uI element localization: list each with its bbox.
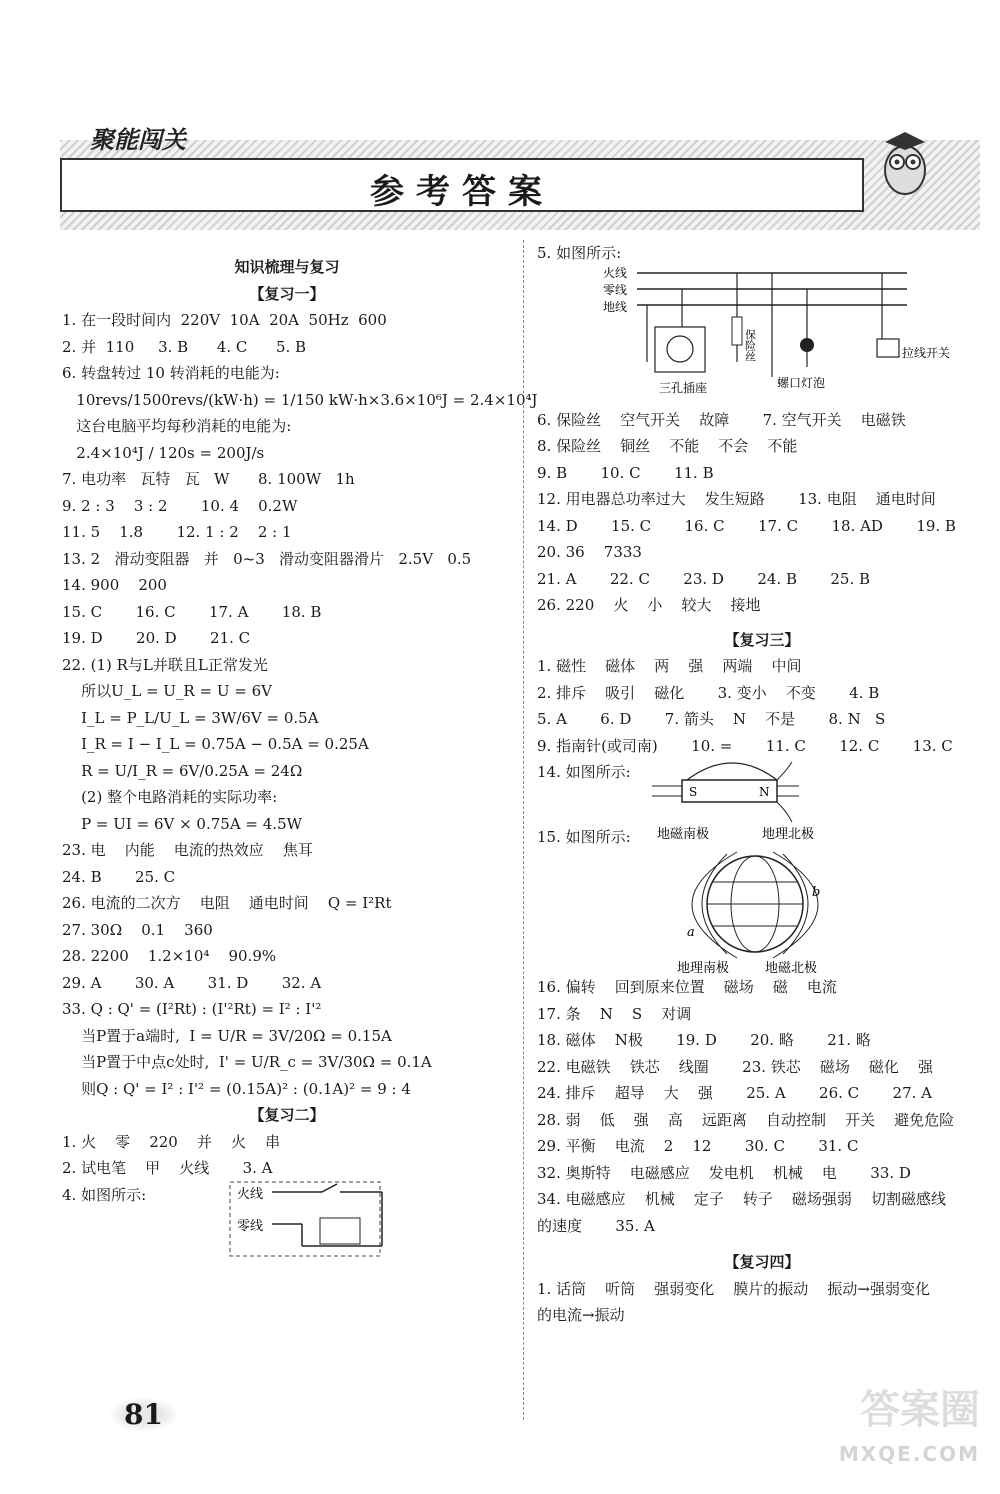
fig5-neutral-label: 零线 [603,282,628,297]
answer-line: 16. 偏转 回到原来位置 磁场 磁 电流 [537,978,837,996]
answer-line: 这台电脑平均每秒消耗的电能为: [62,417,292,435]
fig15-a-label: a [687,925,695,940]
column-divider [523,240,524,1420]
answer-line: 10revs/1500revs/(kW·h) = 1/150 kW·h×3.6×10⁶J = 2.4×10⁴J [62,390,538,409]
owl-mascot-icon [870,120,940,200]
fig5-socket-label: 三孔插座 [659,380,708,395]
answer-line: 21. A 22. C 23. D 24. B 25. B [537,569,871,588]
review3-heading: 【复习三】 [724,630,800,649]
figure-14-bar-magnet [537,760,987,824]
answer-line: 15. C 16. C 17. A 18. B [62,602,322,621]
answer-line: 24. 排斥 超导 大 强 25. A 26. C 27. A [537,1084,932,1102]
watermark-url: MXQE.COM [838,1442,980,1466]
answer-line: 13. 2 滑动变阻器 并 0~3 滑动变阻器滑片 2.5V 0.5 [62,549,472,568]
brand-logo: 聚能闯关 [90,126,186,154]
answer-line: 34. 电磁感应 机械 定子 转子 磁场强弱 切割磁感线 [537,1190,946,1208]
fig15-mag-south-label: 地磁南极 [657,827,710,842]
answer-line: 8. 保险丝 铜丝 不能 不会 不能 [537,437,798,455]
answer-line: 27. 30Ω 0.1 360 [62,920,213,939]
answer-line: 20. 36 7333 [537,543,642,561]
fig14-n-label: N [759,784,770,799]
page-number: 81 [110,1398,177,1431]
fig15-b-label: b [812,885,821,900]
answer-line: 18. 磁体 N极 19. D 20. 略 21. 略 [537,1031,871,1049]
answer-line: 5. 如图所示: [537,244,622,262]
answer-line: 17. 条 N S 对调 [537,1004,692,1023]
answer-line: 4. 如图所示: [62,1185,147,1204]
answer-line: 14. D 15. C 16. C 17. C 18. AD 19. B [537,516,956,535]
left-column [62,254,538,1258]
answer-line: 所以U_L = U_R = U = 6V [62,682,272,700]
answer-line: 1. 磁性 磁体 两 强 两端 中间 [537,657,802,675]
answer-line: 2. 试电笔 甲 火线 3. A [62,1159,273,1177]
answer-line: 的速度 35. A [537,1216,655,1235]
answer-line: 9. 2 : 3 3 : 2 10. 4 0.2W [62,496,298,515]
answer-line: 12. 用电器总功率过大 发生短路 13. 电阻 通电时间 [537,490,936,508]
answer-line: 28. 2200 1.2×10⁴ 90.9% [62,947,277,965]
answer-line: 2.4×10⁴J / 120s = 200J/s [62,443,265,462]
answer-line: 32. 奥斯特 电磁感应 发电机 机械 电 33. D [537,1163,911,1182]
answer-line: 28. 弱 低 强 高 远距离 自动控制 开关 避免危险 [537,1110,955,1129]
answer-line: 9. B 10. C 11. B [537,463,714,482]
answer-line: 15. 如图所示: [537,827,631,846]
page-title: 参考答案 [370,172,554,212]
answer-line: 2. 排斥 吸引 磁化 3. 变小 不变 4. B [537,683,880,702]
answer-line: 19. D 20. D 21. C [62,629,251,647]
answer-line: I_L = P_L/U_L = 3W/6V = 0.5A [62,708,319,727]
answer-line: 6. 转盘转过 10 转消耗的电能为: [62,364,280,382]
answer-line: 33. Q : Q' = (I²Rt) : (I'²Rt) = I² : I'² [62,1000,322,1018]
answer-line: 当P置于中点c处时, I' = U/R_c = 3V/30Ω = 0.1A [62,1053,432,1071]
answer-line: 24. B 25. C [62,867,176,886]
answer-line: 14. 900 200 [62,576,167,594]
fig15-geo-south-label: 地理南极 [677,961,730,974]
answer-line: 1. 火 零 220 并 火 串 [62,1132,281,1151]
answer-line: 的电流→振动 [537,1306,625,1324]
title-box [60,158,864,212]
answer-line: 22. 电磁铁 铁芯 线圈 23. 铁芯 磁场 磁化 强 [537,1057,933,1076]
answer-line: 1. 话筒 听筒 强弱变化 膜片的振动 振动→强弱变化 [537,1279,930,1298]
fig5-live-label: 火线 [603,266,628,280]
fig15-mag-north-label: 地磁北极 [765,961,818,974]
section-title: 知识梳理与复习 [234,258,340,276]
answer-line: 29. A 30. A 31. D 32. A [62,973,322,992]
answer-line: 5. A 6. D 7. 箭头 N 不是 8. N S [537,710,886,728]
answer-line: 22. (1) R与L并联且L正常发光 [62,655,268,674]
fig5-switch-label: 拉线开关 [902,345,951,360]
page-header [60,120,980,230]
fig4-neutral-label: 零线 [237,1219,264,1234]
answer-line: 26. 电流的二次方 电阻 通电时间 Q = I²Rt [62,894,392,912]
review1-heading: 【复习一】 [249,284,325,303]
answer-line: 14. 如图所示: [537,763,631,781]
fig5-bulb-label: 螺口灯泡 [777,375,826,390]
answer-line: 11. 5 1.8 12. 1 : 2 2 : 1 [62,523,292,541]
answer-line: R = U/I_R = 6V/0.25A = 24Ω [62,761,303,780]
review2-heading: 【复习二】 [249,1106,325,1124]
fig14-s-label: S [689,784,698,799]
figure-15-earth-magnetic-field [537,824,987,974]
answer-line: (2) 整个电路消耗的实际功率: [62,788,278,806]
review4-heading: 【复习四】 [724,1253,800,1271]
fig5-fuse-label: 保险丝 [743,328,757,362]
watermark [839,1388,980,1476]
fig5-ground-label: 地线 [603,299,628,314]
answer-line: P = UI = 6V × 0.75A = 4.5W [62,814,303,833]
answer-line: 9. 指南针(或司南) 10. = 11. C 12. C 13. C [537,736,953,755]
answer-line: I_R = I − I_L = 0.75A − 0.5A = 0.25A [62,735,369,753]
watermark-text: 答案圈 [860,1387,980,1433]
answer-line: 6. 保险丝 空气开关 故障 7. 空气开关 电磁铁 [537,410,906,429]
fig4-live-label: 火线 [237,1187,264,1202]
answer-line: 则Q : Q' = I² : I'² = (0.15A)² : (0.1A)² = 9 : 4 [62,1079,411,1098]
answer-line: 23. 电 内能 电流的热效应 焦耳 [62,841,313,859]
figure-4-switch-circuit [62,1178,512,1258]
answer-line: 2. 并 110 3. B 4. C 5. B [62,337,307,356]
answer-line: 1. 在一段时间内 220V 10A 20A 50Hz 600 [62,311,387,329]
answer-line: 当P置于a端时, I = U/R = 3V/20Ω = 0.15A [62,1026,392,1045]
answer-line: 29. 平衡 电流 2 12 30. C 31. C [537,1137,859,1155]
figure-5-household-circuit [537,267,987,407]
answer-line: 26. 220 火 小 较大 接地 [537,596,761,614]
fig15-geo-north-label: 地理北极 [762,827,815,842]
answer-line: 7. 电功率 瓦特 瓦 W 8. 100W 1h [62,470,355,488]
right-column [537,240,987,1329]
